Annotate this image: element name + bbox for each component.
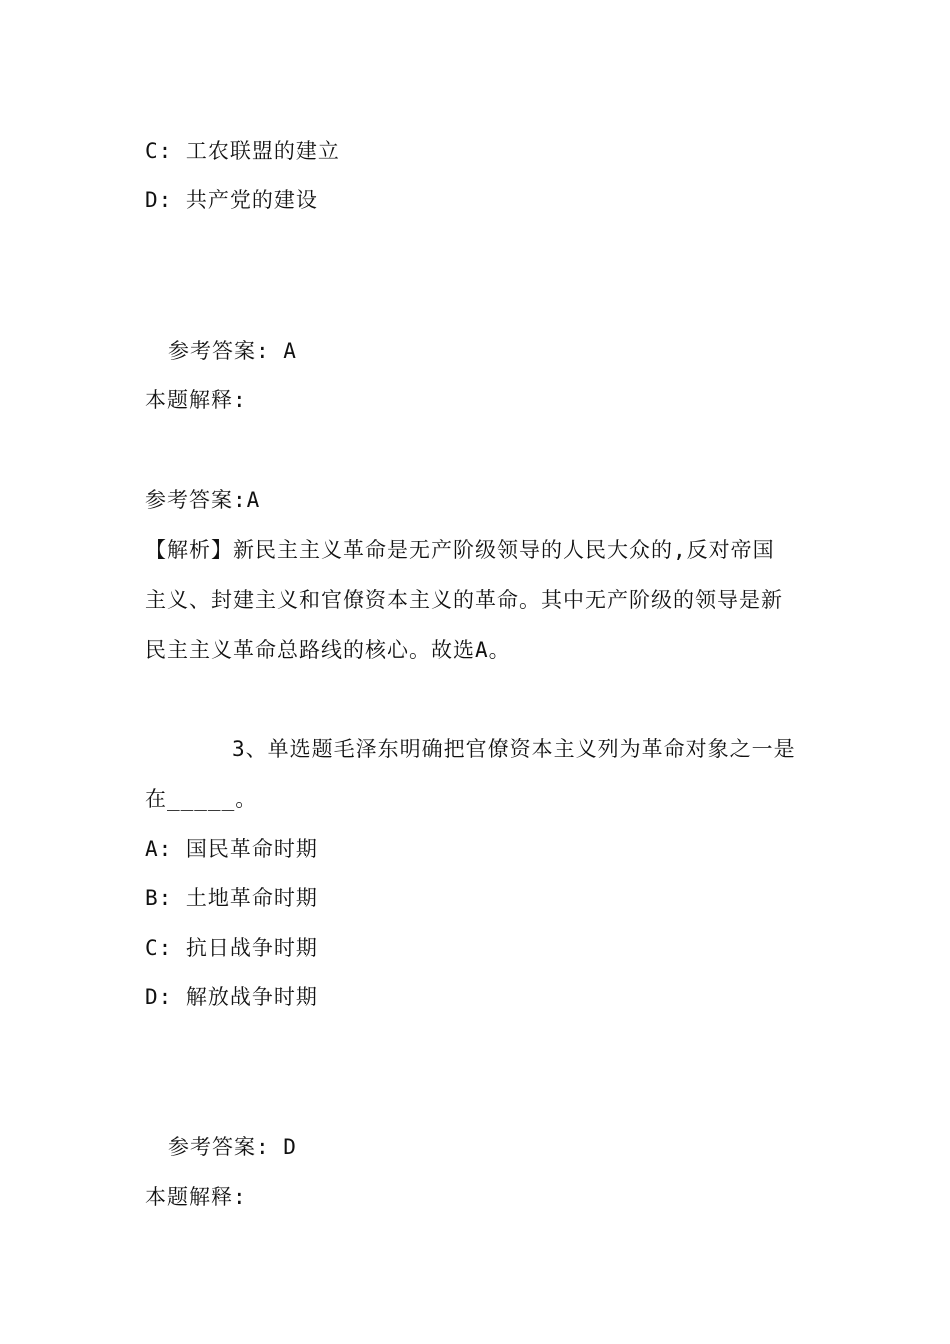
q2-analysis-line-2: 主义、封建主义和官僚资本主义的革命。其中无产阶级的领导是新 (145, 588, 783, 612)
q2-explanation-label: 本题解释: (145, 388, 247, 412)
q3-option-c: C: 抗日战争时期 (145, 936, 318, 960)
q2-answer-label: 参考答案: A (168, 339, 297, 363)
q2-option-d: D: 共产党的建设 (145, 188, 318, 212)
q2-answer-inline: 参考答案:A (145, 488, 261, 512)
q2-option-c: C: 工农联盟的建立 (145, 139, 340, 163)
q3-stem-line-1: 3、单选题毛泽东明确把官僚资本主义列为革命对象之一是 (232, 737, 796, 761)
q3-answer-label: 参考答案: D (168, 1135, 297, 1159)
q2-analysis-line-3: 民主主义革命总路线的核心。故选A。 (145, 638, 511, 662)
q3-explanation-label: 本题解释: (145, 1185, 247, 1209)
q3-option-d: D: 解放战争时期 (145, 985, 318, 1009)
q3-stem-line-2: 在_____。 (145, 787, 258, 811)
q3-option-b: B: 土地革命时期 (145, 886, 318, 910)
q2-analysis-line-1: 【解析】新民主主义革命是无产阶级领导的人民大众的,反对帝国 (145, 538, 775, 562)
q3-option-a: A: 国民革命时期 (145, 837, 318, 861)
